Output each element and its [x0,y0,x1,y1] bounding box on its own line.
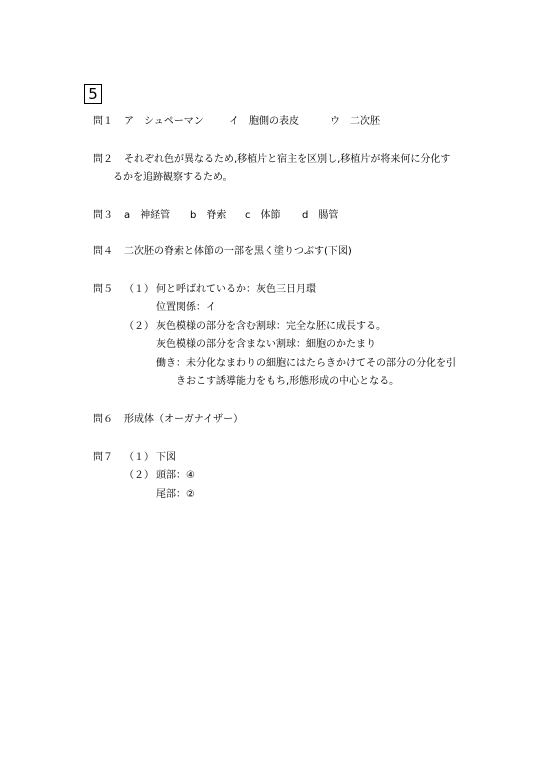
q2-line-2: るかを追跡観察するため。 [113,172,233,183]
q7-sub2-line-1: 頭部：④ [156,470,195,481]
q5-sub2-line-2: 灰色模様の部分を含まない割球：細胞のかたまり [156,339,376,350]
q4-text: 二次胚の脊索と体節の一部を黒く塗りつぶす(下図) [124,246,352,257]
q7-sub2-number: （２） [124,470,154,481]
q5-sub1-line-2: 位置関係：イ [156,302,216,313]
q7-sub1-number: （１） [124,452,154,463]
q5-sub2-line-1: 灰色模様の部分を含む割球：完全な胚に成長する。 [156,321,386,332]
q7-sub1-text: 下図 [156,452,176,463]
q5-label: 問５ [93,284,113,295]
q4-label: 問４ [93,246,113,257]
q5-sub1-line-1: 何と呼ばれているか：灰色三日月環 [156,284,316,295]
q3-answer-a: a 神経管 [124,210,171,221]
q1-answer-u: ウ 二次胚 [330,116,380,127]
q3-answer-c: c 体節 [245,210,281,221]
q3-label: 問３ [93,210,113,221]
q7-label: 問７ [93,452,113,463]
q3-answer-d: d 腸管 [302,210,339,221]
q2-line-1: それぞれ色が異なるため,移植片と宿主を区別し,移植片が将来何に分化す [124,154,451,165]
q5-sub2-number: （２） [124,321,154,332]
question-number-box: 5 [84,84,102,104]
q7-sub2-line-2: 尾部：② [156,489,195,500]
q5-sub1-number: （１） [124,284,154,295]
q3-answer-b: b 脊索 [190,210,227,221]
q2-label: 問２ [93,154,113,165]
q5-sub2-line-3: 働き：未分化なまわりの細胞にはたらきかけてその部分の分化を引 [156,358,456,369]
q6-label: 問６ [93,414,113,425]
q1-label: 問１ [93,116,113,127]
q1-answer-a: ア シュペーマン [124,116,204,127]
q5-sub2-line-4: きおこす誘導能力をもち,形態形成の中心となる。 [176,376,400,387]
q1-answer-i: イ 胞側の表皮 [229,116,299,127]
q6-text: 形成体（オーガナイザー） [124,414,244,425]
